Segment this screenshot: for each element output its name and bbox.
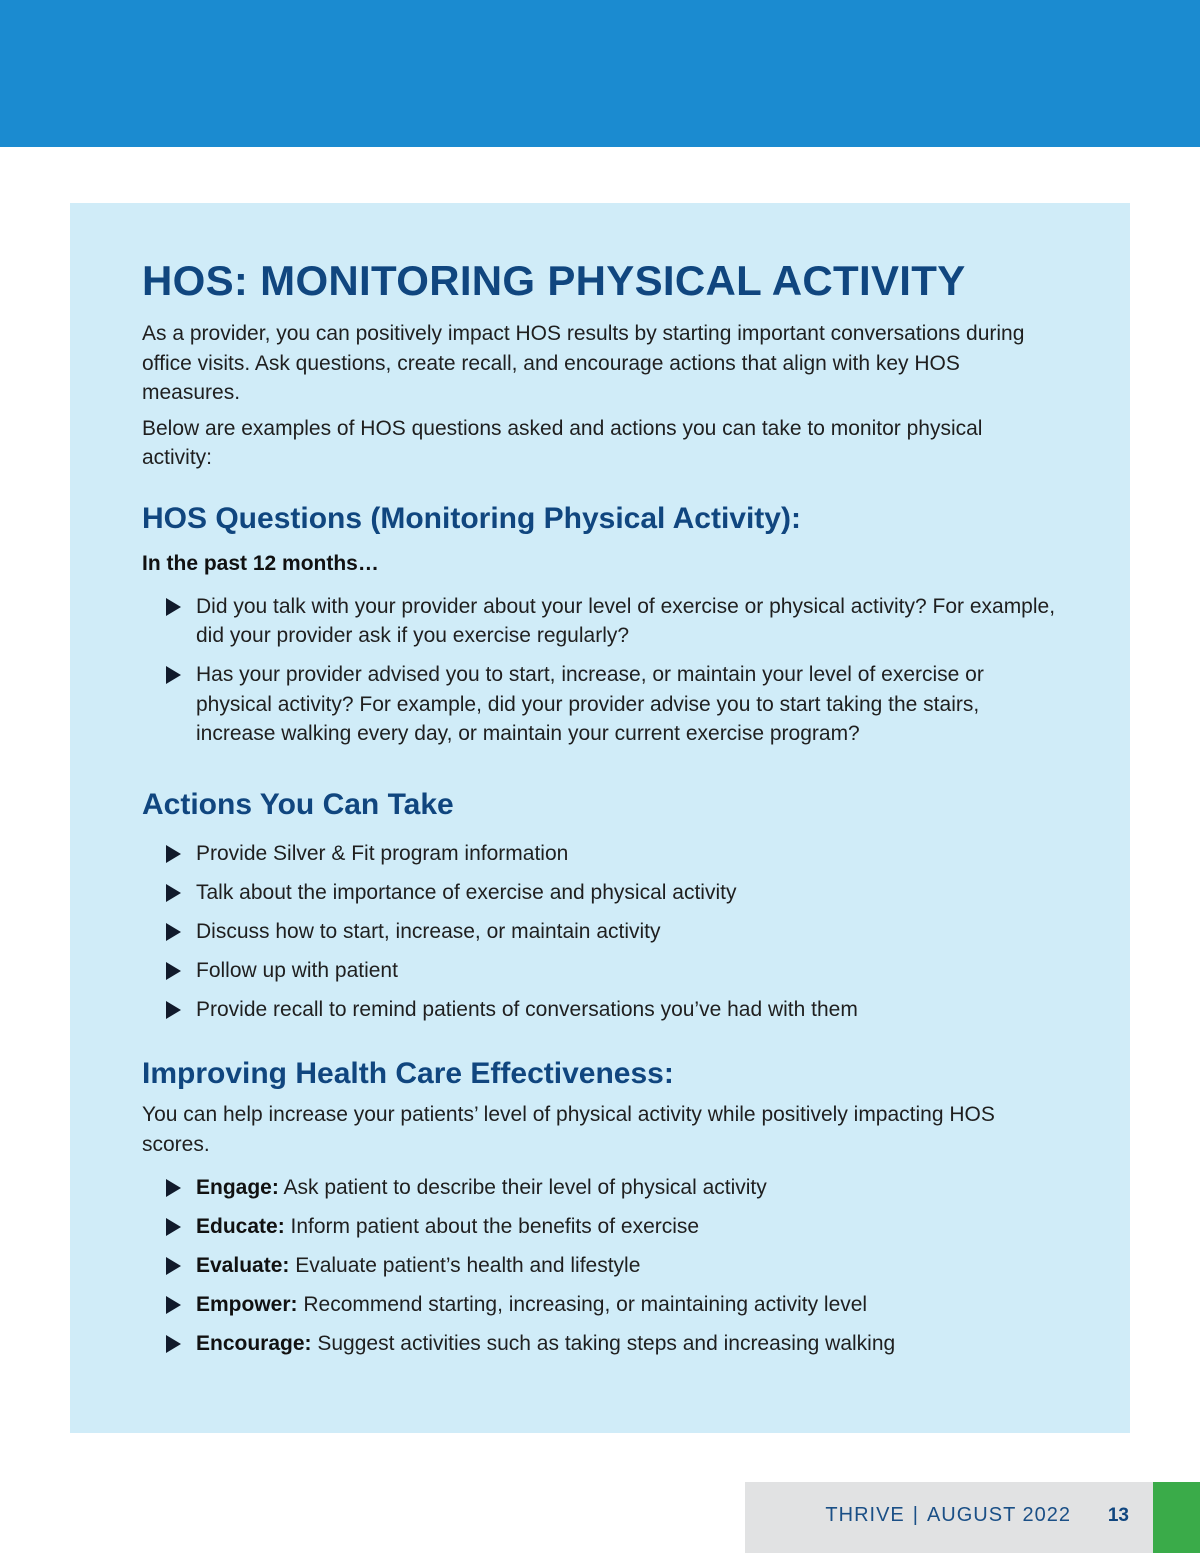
list-item-text: Suggest activities such as taking steps and increasing walking [311, 1332, 896, 1355]
list-item-term: Educate: [196, 1215, 285, 1238]
list-item-text: Recommend starting, increasing, or maintaining activity level [297, 1293, 868, 1316]
list-item [166, 1212, 1058, 1242]
bullet-arrow-icon [166, 962, 181, 980]
bullet-arrow-icon [166, 884, 181, 902]
list-item [166, 878, 1058, 908]
list-item [166, 1329, 1058, 1359]
top-banner [0, 0, 1200, 147]
bullet-arrow-icon [166, 1335, 181, 1353]
improving-heading: Improving Health Care Effectiveness: [142, 1057, 674, 1090]
actions-list [142, 839, 1058, 1025]
footer-publication-line [825, 1504, 1071, 1527]
list-item-term: Engage: [196, 1176, 279, 1199]
bullet-arrow-icon [166, 1179, 181, 1197]
intro-paragraph: Below are examples of HOS questions asked and actions you can take to monitor physical activity: [142, 416, 983, 469]
bullet-arrow-icon [166, 1257, 181, 1275]
list-item-text: Has your provider advised you to start, increase, or maintain your level of exercise or physical activity? For example, did your provider advise you to start taking the stairs, increase walking every day, or maintain your current exercise program? [196, 663, 984, 745]
intro-paragraph: As a provider, you can positively impact HOS results by starting important conversations during office visits. Ask questions, create recall, and encourage actions that align with key HOS measures. [142, 322, 1025, 404]
list-item [166, 1290, 1058, 1320]
footer-separator: | [912, 1504, 919, 1526]
footer-publication: THRIVE [825, 1504, 905, 1526]
list-item-text: Inform patient about the benefits of exercise [284, 1215, 700, 1238]
list-item [166, 1173, 1058, 1203]
green-accent-tab [1153, 1482, 1200, 1553]
list-item-text: Ask patient to describe their level of physical activity [278, 1176, 767, 1199]
improving-list [142, 1173, 1058, 1359]
questions-subheading: In the past 12 months… [142, 551, 379, 575]
bullet-arrow-icon [166, 1296, 181, 1314]
bullet-arrow-icon [166, 1218, 181, 1236]
list-item-term: Encourage: [196, 1332, 312, 1355]
footer-date: AUGUST 2022 [926, 1504, 1071, 1526]
list-item-text: Discuss how to start, increase, or maintain activity [196, 919, 661, 943]
page-number: 13 [1107, 1505, 1129, 1526]
list-item-text: Follow up with patient [196, 958, 398, 982]
improving-intro: You can help increase your patients’ level of physical activity while positively impacting HOS scores. [142, 1103, 995, 1156]
content-panel [70, 203, 1130, 1433]
bullet-arrow-icon [166, 598, 181, 616]
list-item-term: Empower: [196, 1293, 298, 1316]
bullet-arrow-icon [166, 845, 181, 863]
bullet-arrow-icon [166, 1001, 181, 1019]
list-item [166, 1251, 1058, 1281]
list-item-text: Provide Silver & Fit program information [196, 841, 569, 865]
list-item [166, 995, 1058, 1025]
footer-bar [745, 1482, 1153, 1553]
questions-list [142, 592, 1058, 749]
list-item [166, 592, 1058, 651]
list-item [166, 956, 1058, 986]
bullet-arrow-icon [166, 923, 181, 941]
page-title: HOS: MONITORING PHYSICAL ACTIVITY [142, 257, 966, 304]
list-item [166, 660, 1058, 749]
list-item [166, 839, 1058, 869]
list-item-term: Evaluate: [196, 1254, 290, 1277]
list-item-text: Provide recall to remind patients of conversations you’ve had with them [196, 997, 858, 1021]
list-item-text: Did you talk with your provider about your level of exercise or physical activity? For example, did your provider ask if you exercise regularly? [196, 594, 1056, 647]
questions-heading: HOS Questions (Monitoring Physical Activity): [142, 501, 801, 535]
list-item-text: Talk about the importance of exercise and physical activity [196, 880, 737, 904]
actions-heading: Actions You Can Take [142, 787, 454, 821]
list-item [166, 917, 1058, 947]
bullet-arrow-icon [166, 666, 181, 684]
list-item-text: Evaluate patient’s health and lifestyle [289, 1254, 641, 1277]
